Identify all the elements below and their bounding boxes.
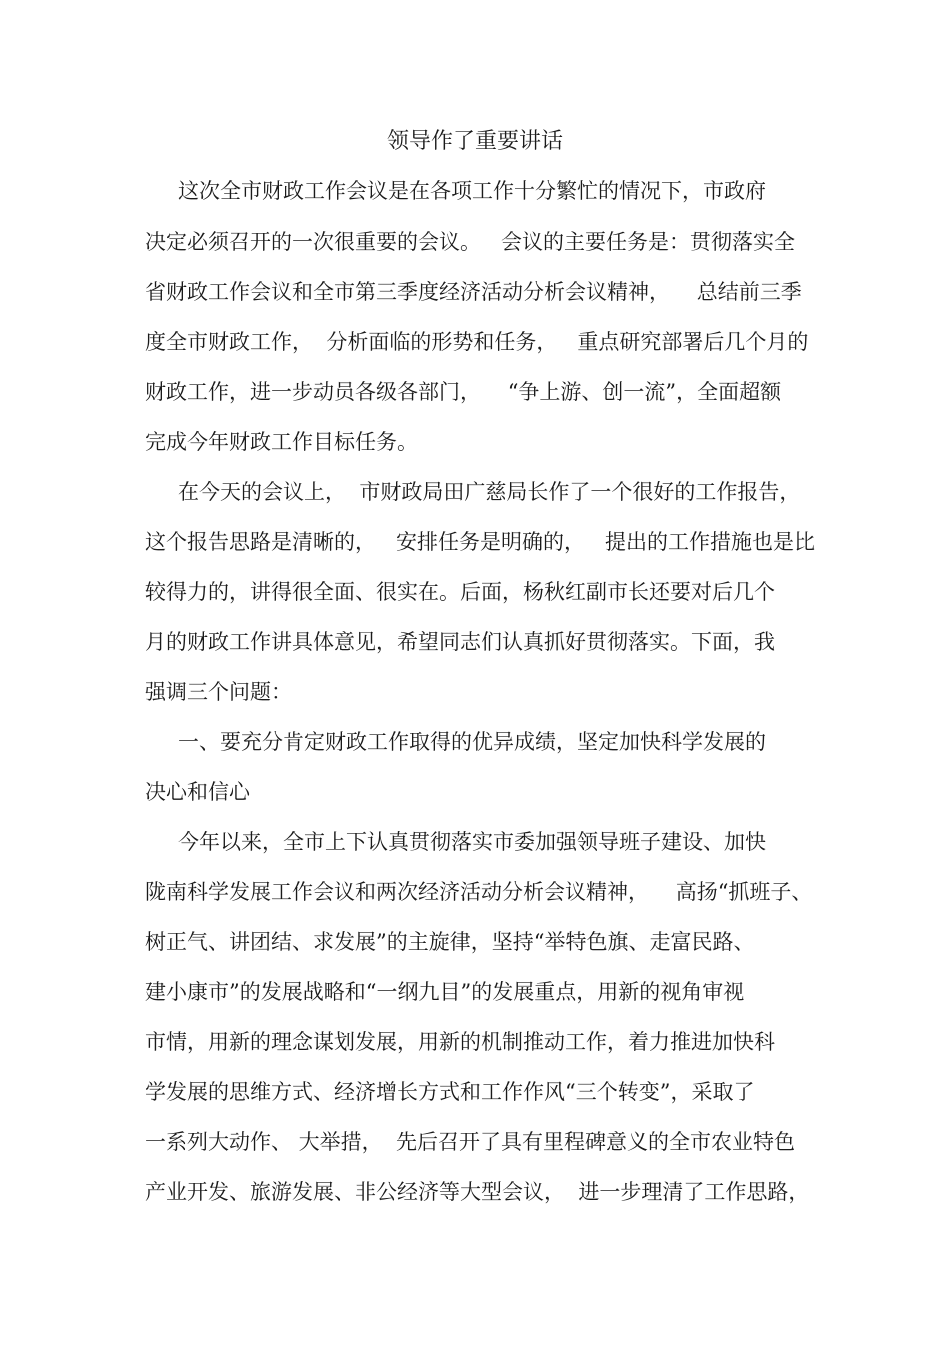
paragraph-line: 较得力的，讲得很全面、很实在。后面，杨秋红副市长还要对后几个 — [145, 580, 775, 604]
paragraph-line: 学发展的思维方式、经济增长方式和工作作风“三个转变”，采取了 — [145, 1080, 755, 1104]
paragraph-line: 在今天的会议上， 市财政局田广慈局长作了一个很好的工作报告， — [178, 480, 801, 504]
paragraph-line: 产业开发、旅游发展、非公经济等大型会议， 进一步理清了工作思路， — [145, 1180, 810, 1204]
paragraph-line: 度全市财政工作， 分析面临的形势和任务， 重点研究部署后几个月的 — [145, 330, 809, 354]
section-heading-line: 决心和信心 — [145, 780, 250, 804]
paragraph-line: 完成今年财政工作目标任务。 — [145, 430, 418, 454]
paragraph-line: 省财政工作会议和全市第三季度经济活动分析会议精神， 总结前三季 — [145, 280, 802, 304]
paragraph-line: 一系列大动作、 大举措， 先后召开了具有里程碑意义的全市农业特色 — [145, 1130, 796, 1154]
paragraph-line: 建小康市”的发展战略和“一纲九目”的发展重点，用新的视角审视 — [145, 980, 745, 1004]
paragraph-line: 陇南科学发展工作会议和两次经济活动分析会议精神， 高扬“抓班子、 — [145, 880, 813, 904]
paragraph-line: 财政工作，进一步动员各级各部门， “争上游、创一流”，全面超额 — [145, 380, 782, 404]
paragraph-line: 月的财政工作讲具体意见，希望同志们认真抓好贯彻落实。下面，我 — [145, 630, 775, 654]
paragraph-line: 这次全市财政工作会议是在各项工作十分繁忙的情况下，市政府 — [178, 179, 766, 203]
paragraph-line: 强调三个问题： — [145, 680, 292, 704]
paragraph-line: 市情，用新的理念谋划发展，用新的机制推动工作，着力推进加快科 — [145, 1030, 775, 1054]
paragraph-line: 树正气、讲团结、求发展”的主旋律，坚持“举特色旗、走富民路、 — [145, 930, 755, 954]
paragraph-line: 这个报告思路是清晰的， 安排任务是明确的， 提出的工作措施也是比 — [145, 530, 816, 554]
section-heading-line: 一、要充分肯定财政工作取得的优异成绩，坚定加快科学发展的 — [178, 730, 766, 754]
document-title: 领导作了重要讲话 — [386, 129, 563, 154]
paragraph-line: 今年以来，全市上下认真贯彻落实市委加强领导班子建设、加快 — [178, 830, 766, 854]
paragraph-line: 决定必须召开的一次很重要的会议。 会议的主要任务是：贯彻落实全 — [145, 230, 796, 254]
